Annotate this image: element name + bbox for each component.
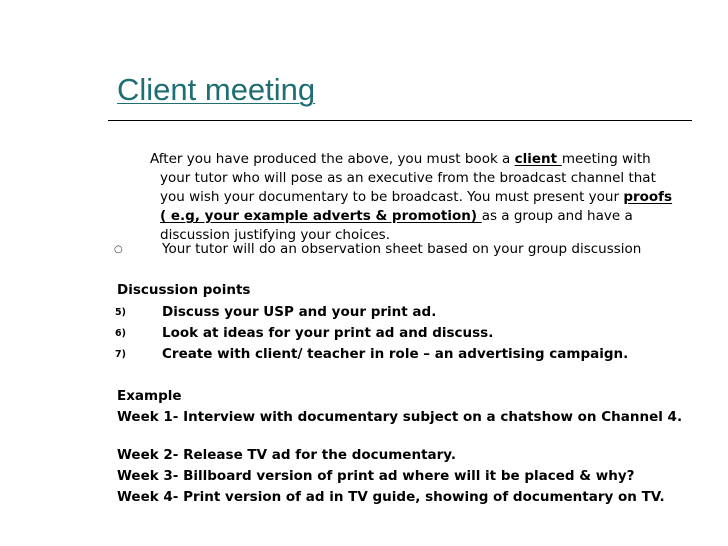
week-line: Week 2- Release TV ad for the documentary.: [117, 447, 456, 463]
intro-text-3: as a group and have a discussion justifying your choices.: [160, 208, 633, 243]
item-number: 7): [115, 349, 126, 360]
item-number: 5): [115, 307, 126, 318]
item-text: Discuss your USP and your print ad.: [162, 304, 437, 320]
discussion-heading: Discussion points: [117, 282, 251, 298]
observation-text: Your tutor will do an observation sheet based on your group discussion: [162, 241, 642, 257]
title-divider: [108, 120, 692, 121]
intro-text-2: meeting with your tutor who will pose as an executive from the broadcast channel that you wish your documentary to be broadcast. You must present your: [160, 151, 656, 205]
intro-paragraph: [150, 150, 680, 245]
example-heading: Example: [117, 388, 182, 404]
week-line: Week 4- Print version of ad in TV guide, showing of documentary on TV.: [117, 489, 665, 505]
item-text: Look at ideas for your print ad and discuss.: [162, 325, 494, 341]
client-word: client: [514, 151, 562, 167]
hollow-circle-bullet-icon: ○: [114, 244, 123, 255]
week-line: Week 1- Interview with documentary subject on a chatshow on Channel 4.: [117, 409, 683, 425]
item-text: Create with client/ teacher in role – an advertising campaign.: [162, 346, 629, 362]
item-number: 6): [115, 328, 126, 339]
intro-text-1: After you have produced the above, you must book a: [150, 151, 515, 167]
page-title: Client meeting: [117, 72, 316, 107]
proofs-phrase: proofs ( e.g, your example adverts & promotion): [160, 189, 673, 224]
week-line: Week 3- Billboard version of print ad where will it be placed & why?: [117, 468, 635, 484]
